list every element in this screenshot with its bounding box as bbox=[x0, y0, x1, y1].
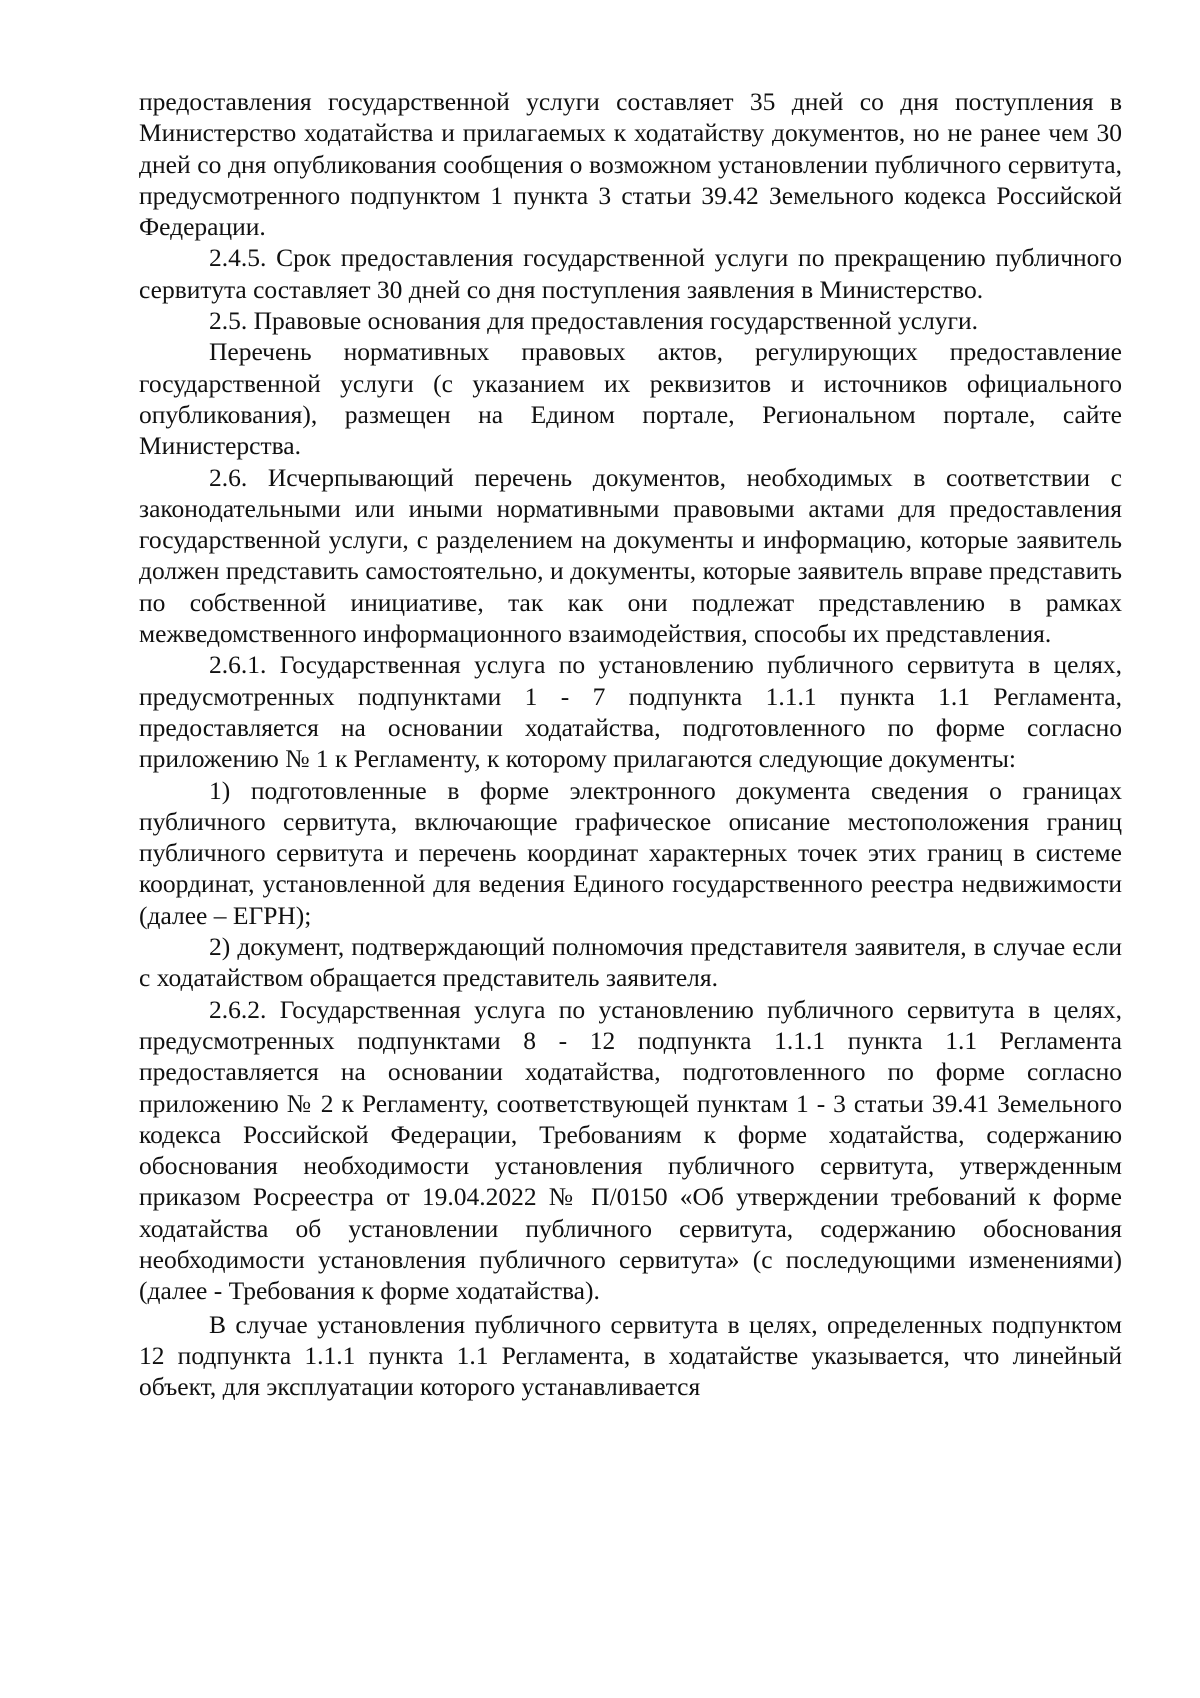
paragraph-legal-acts-list: Перечень нормативных правовых актов, регулирующих предоставление государственной услуги (с указанием их реквизитов и источников официального опубликования), размещен на Едином портале, Региональном портале, сайте Министерства. bbox=[139, 337, 1122, 461]
list-item-1: 1) подготовленные в форме электронного документа сведения о границах публичного сервитута, включающие графическое описание местоположения границ публичного сервитута и перечень координат характерных точек этих границ в системе координат, установленной для ведения Единого государственного реестра недвижимости (далее – ЕГРН); bbox=[139, 775, 1122, 930]
list-item-2: 2) документ, подтверждающий полномочия представителя заявителя, в случае если с ходатайством обращается представитель заявителя. bbox=[139, 932, 1122, 993]
paragraph-2-5: 2.5. Правовые основания для предоставления государственной услуги. bbox=[209, 306, 979, 336]
paragraph-2-6-1: 2.6.1. Государственная услуга по установлению публичного сервитута в целях, предусмотренных подпунктами 1 - 7 подпункта 1.1.1 пункта 1.1 Регламента, предоставляется на основании ходатайства, подготовленного по форме согласно приложению № 1 к Регламенту, к которому прилагаются следующие документы: bbox=[139, 650, 1122, 774]
document-body bbox=[139, 86, 1122, 1402]
paragraph-2-6-2: 2.6.2. Государственная услуга по установлению публичного сервитута в целях, предусмотренных подпунктами 8 - 12 подпункта 1.1.1 пункта 1.1 Регламента предоставляется на основании ходатайства, подготовленного по форме согласно приложению № 2 к Регламенту, соответствующей пунктам 1 - 3 статьи 39.41 Земельного кодекса Российской Федерации, Требованиям к форме ходатайства, содержанию обоснования необходимости установления публичного сервитута, утвержденным приказом Росреестра от 19.04.2022 № П/0150 «Об утверждении требований к форме ходатайства об установлении публичного сервитута, содержанию обоснования необходимости установления публичного сервитута» (с последующими изменениями) (далее - Требования к форме ходатайства). bbox=[139, 994, 1122, 1306]
paragraph-2-6: 2.6. Исчерпывающий перечень документов, необходимых в соответствии с законодательными или иными нормативными правовыми актами для предоставления государственной услуги, с разделением на документы и информацию, которые заявитель должен представить самостоятельно, и документы, которые заявитель вправе представить по собственной инициативе, так как они подлежат представлению в рамках межведомственного информационного взаимодействия, способы их представления. bbox=[139, 462, 1122, 649]
paragraph-2-4-5: 2.4.5. Срок предоставления государственной услуги по прекращению публичного сервитута составляет 30 дней со дня поступления заявления в Министерство. bbox=[139, 243, 1122, 304]
paragraph-continuation: предоставления государственной услуги составляет 35 дней со дня поступления в Министерство ходатайства и прилагаемых к ходатайству документов, но не ранее чем 30 дней со дня опубликования сообщения о возможном установлении публичного сервитута, предусмотренного подпунктом 1 пункта 3 статьи 39.42 Земельного кодекса Российской Федерации. bbox=[139, 87, 1122, 242]
paragraph-easement-case: В случае установления публичного сервитута в целях, определенных подпунктом 12 подпункта 1.1.1 пункта 1.1 Регламента, в ходатайстве указывается, что линейный объект, для эксплуатации которого устанавливается bbox=[139, 1309, 1122, 1402]
